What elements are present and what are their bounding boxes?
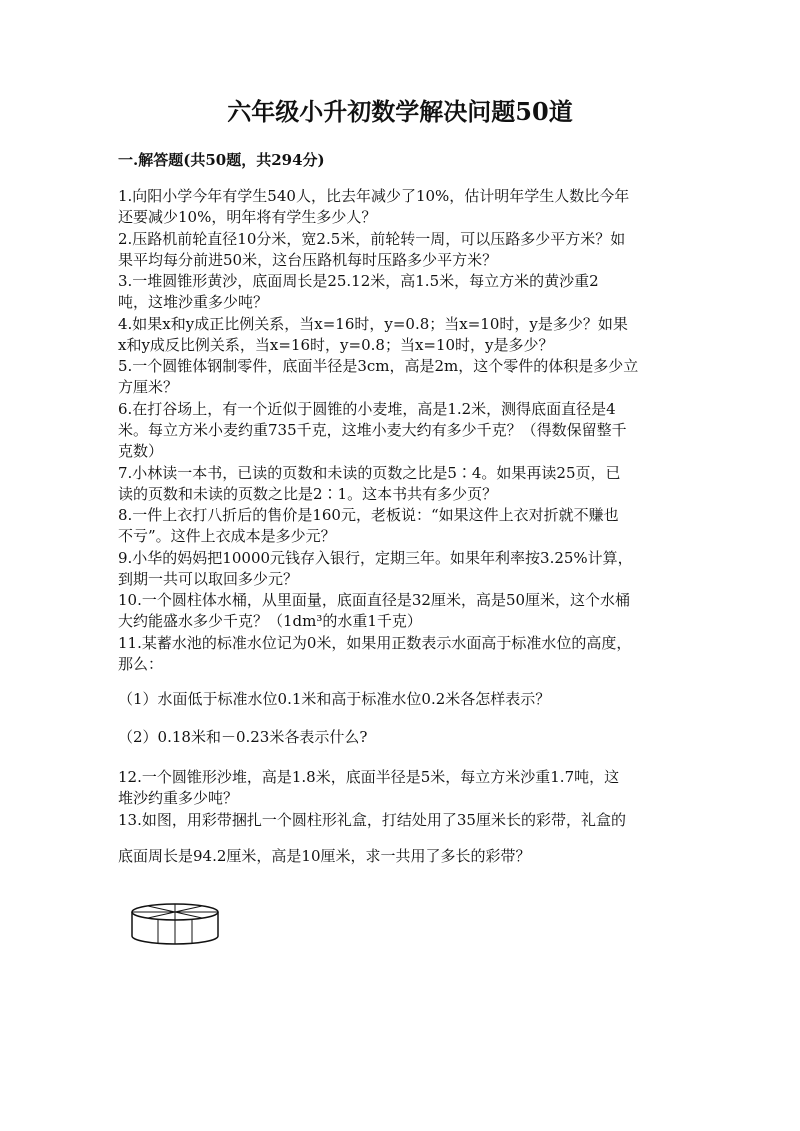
problem-line: 10.一个圆柱体水桶，从里面量，底面直径是32厘米，高是50厘米，这个水桶 <box>118 591 631 609</box>
problem-line: 5.一个圆锥体钢制零件，底面半径是3cm，高是2m，这个零件的体积是多少立 <box>118 357 639 375</box>
problem-line: 9.小华的妈妈把10000元钱存入银行，定期三年。如果年利率按3.25%计算， <box>118 549 633 567</box>
problem-line: 13.如图，用彩带捆扎一个圆柱形礼盒，打结处用了35厘米长的彩带，礼盒的 <box>118 811 626 829</box>
problem-line: 6.在打谷场上，有一个近似于圆锥的小麦堆，高是1.2米，测得底面直径是4 <box>118 400 616 418</box>
problem-line: 1.向阳小学今年有学生540人，比去年减少了10%，估计明年学生人数比今年 <box>118 187 630 205</box>
problem-subitem: （2）0.18米和－0.23米各表示什么? <box>118 728 368 746</box>
problem-line: 吨，这堆沙重多少吨？ <box>118 293 269 311</box>
problem-line: 读的页数和未读的页数之比是2∶1。这本书共有多少页？ <box>118 485 498 503</box>
problem-line: 米。每立方米小麦约重735千克，这堆小麦大约有多少千克？（得数保留整千 <box>118 421 627 439</box>
page-title: 六年级小升初数学解决问题50道 <box>227 97 573 126</box>
section-heading: 一.解答题(共50题，共294分) <box>118 151 325 169</box>
problem-line: 堆沙约重多少吨？ <box>118 789 239 807</box>
problem-line: 果平均每分前进50米，这台压路机每时压路多少平方米？ <box>118 251 498 269</box>
problem-line: 4.如果x和y成正比例关系，当x=16时，y=0.8；当x=10时，y是多少？如果 <box>118 315 628 333</box>
problem-line: 那么： <box>118 655 164 673</box>
problem-line: 11.某蓄水池的标准水位记为0米，如果用正数表示水面高于标准水位的高度， <box>118 634 632 652</box>
problem-line: 8.一件上衣打八折后的售价是160元，老板说：“如果这件上衣对折就不赚也 <box>118 506 619 524</box>
problem-line: 到期一共可以取回多少元？ <box>118 570 299 588</box>
problem-line: 大约能盛水多少千克？（1dm³的水重1千克） <box>118 612 422 630</box>
problem-line: 7.小林读一本书，已读的页数和未读的页数之比是5∶4。如果再读25页，已 <box>118 464 621 482</box>
problem-line: 12.一个圆锥形沙堆，高是1.8米，底面半径是5米，每立方米沙重1.7吨，这 <box>118 768 620 786</box>
problem-line: 底面周长是94.2厘米，高是10厘米，求一共用了多长的彩带？ <box>118 847 531 865</box>
cylinder-gift-box-figure <box>128 900 222 948</box>
problem-line: 克数） <box>118 442 164 460</box>
problem-line: 还要减少10%，明年将有学生多少人？ <box>118 208 377 226</box>
problem-line: 3.一堆圆锥形黄沙，底面周长是25.12米，高1.5米，每立方米的黄沙重2 <box>118 272 599 290</box>
problem-line: 不亏”。这件上衣成本是多少元？ <box>118 527 336 545</box>
problem-subitem: （1）水面低于标准水位0.1米和高于标准水位0.2米各怎样表示？ <box>118 690 551 708</box>
problem-line: 2.压路机前轮直径10分米，宽2.5米，前轮转一周，可以压路多少平方米？如 <box>118 230 626 248</box>
problem-line: x和y成反比例关系，当x=16时，y=0.8；当x=10时，y是多少？ <box>118 336 554 354</box>
problem-line: 方厘米？ <box>118 378 179 396</box>
